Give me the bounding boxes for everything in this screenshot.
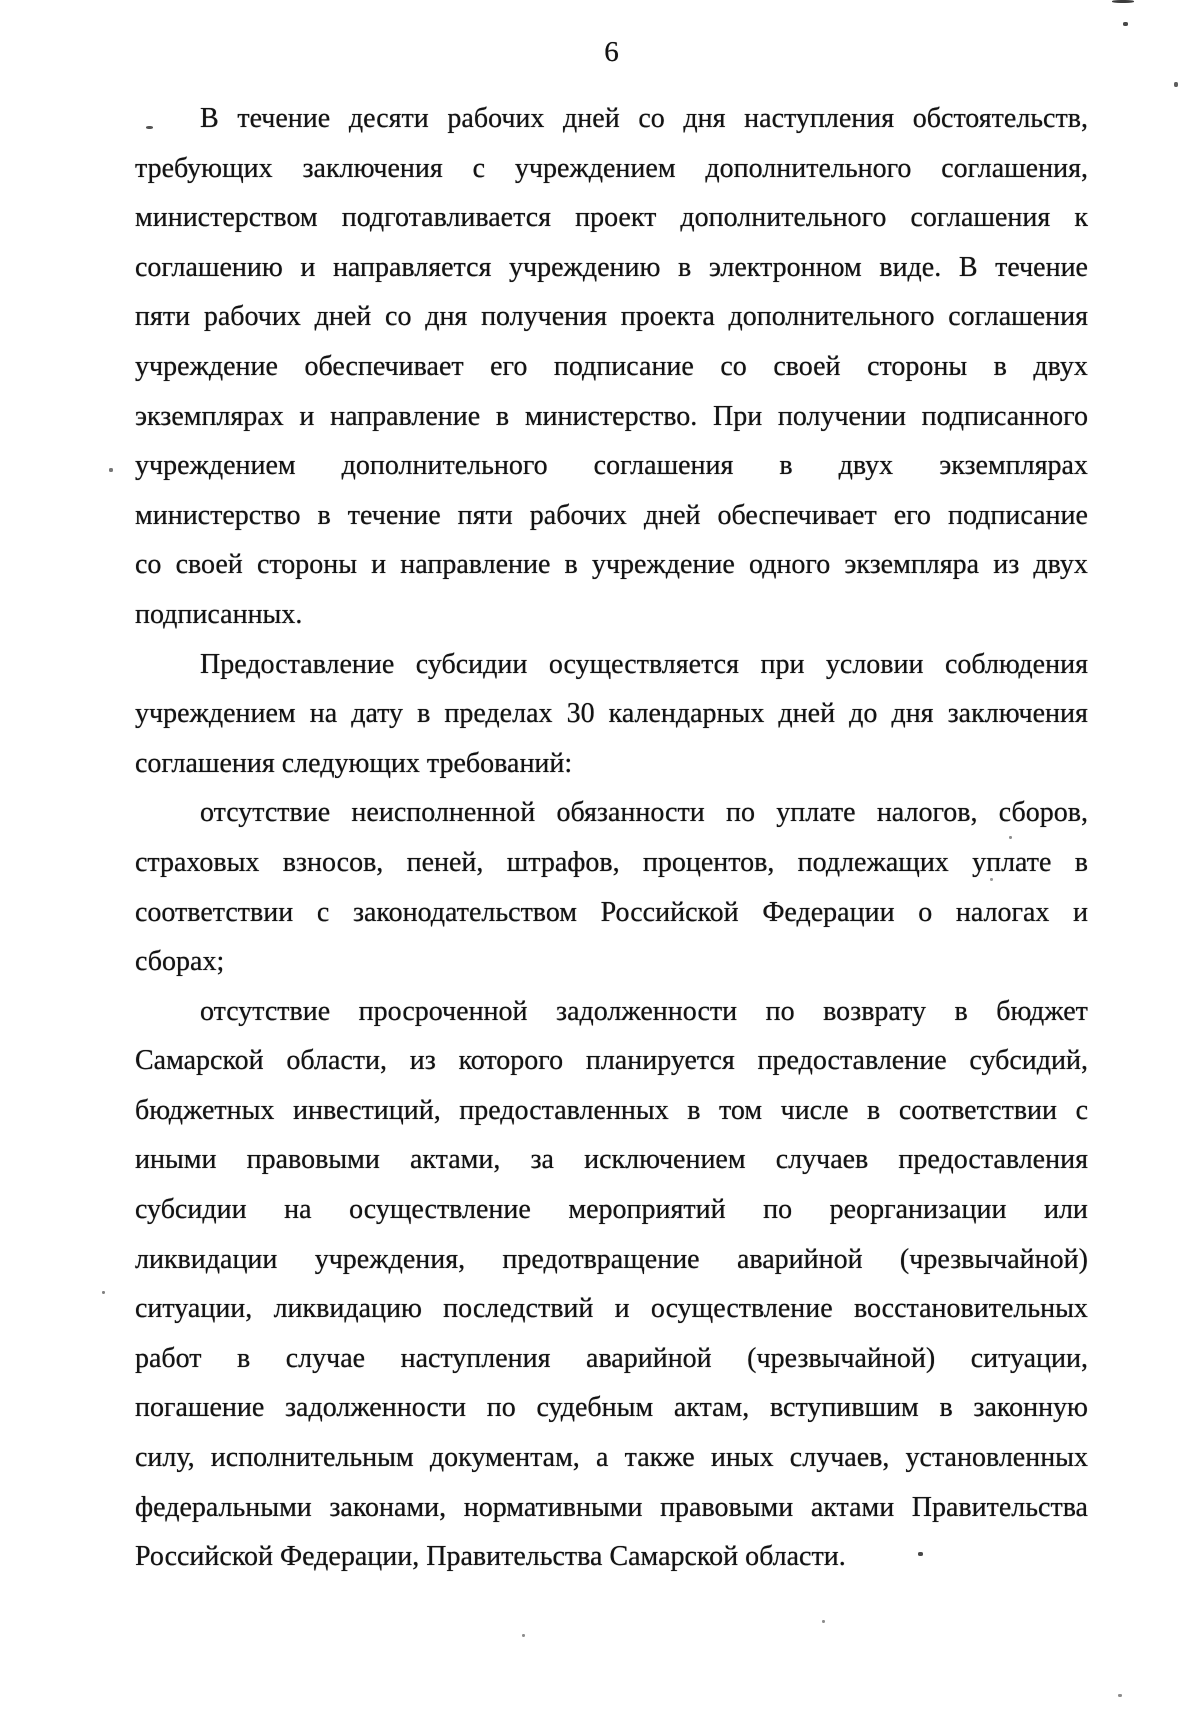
text-word: дней (643, 499, 701, 531)
text-line (135, 1036, 1088, 1086)
text-word: пяти (135, 301, 191, 333)
text-line (135, 1383, 1088, 1433)
text-word: со (135, 549, 162, 581)
text-word: своей (773, 350, 841, 382)
text-word: документам, (429, 1442, 580, 1474)
text-line (135, 739, 1088, 789)
text-word: календарных (608, 698, 765, 730)
scan-speck (918, 1552, 923, 1556)
text-word: виде. (879, 251, 942, 283)
text-word: в (495, 400, 510, 432)
text-word: обеспечивает (717, 499, 877, 531)
text-word: из (993, 549, 1020, 581)
text-word: аварийной (586, 1342, 712, 1374)
text-word: течение (995, 251, 1088, 283)
text-line (135, 888, 1088, 938)
text-word: министерством (135, 202, 318, 234)
text-word: планируется (585, 1045, 735, 1077)
text-line (135, 1483, 1088, 1533)
scan-speck (1009, 836, 1012, 839)
text-word: министерство (135, 499, 301, 531)
scan-speck (990, 878, 993, 881)
text-word: отсутствие (200, 797, 331, 829)
text-word: с (316, 896, 330, 928)
text-word: наступления (744, 103, 895, 134)
text-word: подписание (947, 499, 1088, 531)
text-word: о (918, 896, 933, 928)
text-word: соглашения (910, 202, 1051, 234)
text-word: дополнительного (341, 450, 548, 482)
text-word: по (763, 1194, 793, 1226)
text-word: аварийной (736, 1243, 863, 1275)
text-word: стороны (867, 350, 968, 382)
text-word: со (385, 301, 412, 333)
text-word: направление (330, 400, 481, 432)
text-line (135, 441, 1088, 491)
text-line (135, 1235, 1088, 1285)
text-word: предотвращение (502, 1243, 700, 1275)
text-word: актами (810, 1491, 895, 1523)
text-word: субсидии (415, 648, 528, 680)
scan-speck (822, 1620, 825, 1623)
text-word: и (299, 400, 315, 432)
text-word: стороны (256, 549, 358, 581)
text-word: Федерации, (280, 1541, 420, 1573)
text-word: актам, (673, 1392, 750, 1424)
text-word: правовыми (660, 1491, 794, 1523)
scan-speck (1118, 1694, 1122, 1697)
text-line (135, 987, 1088, 1037)
text-word: двух (1033, 549, 1088, 581)
text-word: и (300, 251, 316, 283)
text-word: инвестиций, (292, 1094, 441, 1126)
text-word: процентов, (642, 846, 775, 878)
text-word: в (564, 549, 578, 581)
text-word: экземпляра (844, 549, 980, 581)
text-line (135, 788, 1088, 838)
text-word: последствий (443, 1293, 594, 1325)
text-word: направляется (332, 251, 492, 283)
text-word: осуществление (650, 1293, 833, 1325)
text-word: отсутствие (200, 995, 331, 1027)
text-word: учреждению (509, 251, 661, 283)
text-word: с (472, 152, 486, 184)
text-line (135, 540, 1088, 590)
text-word: случаев (775, 1144, 869, 1176)
text-word: исключением (584, 1144, 746, 1176)
text-word: на (284, 1194, 312, 1226)
text-word: том (719, 1094, 763, 1126)
text-word: с (1075, 1094, 1088, 1126)
text-word: Правительства (426, 1541, 603, 1573)
text-line (135, 689, 1088, 739)
text-word: дня (425, 301, 468, 333)
text-word: нормативными (463, 1491, 643, 1523)
text-word: в (1074, 846, 1088, 878)
text-word: в (417, 698, 431, 730)
text-word: учреждение (135, 350, 278, 382)
text-word: возврату (823, 995, 927, 1027)
text-line (135, 1532, 1088, 1582)
text-word: законодательством (352, 896, 578, 928)
text-word: при (760, 648, 805, 680)
text-word: работ (135, 1342, 202, 1374)
text-word: экземплярах (135, 400, 284, 432)
text-word: и (371, 549, 387, 581)
text-word: по (765, 995, 795, 1027)
text-word: Правительства (911, 1491, 1088, 1523)
scan-speck (1112, 0, 1134, 3)
text-word: законную (973, 1392, 1088, 1424)
text-word: следующих (281, 747, 420, 779)
text-word: реорганизации (829, 1194, 1007, 1226)
text-word: области, (286, 1045, 388, 1077)
text-word: одного (749, 549, 831, 581)
text-word: случаев, (789, 1442, 890, 1474)
text-word: дополнительного (728, 301, 935, 333)
text-line (135, 144, 1088, 194)
scan-speck (522, 1634, 525, 1637)
text-word: федеральными (135, 1491, 312, 1523)
text-line (135, 94, 1088, 144)
text-word: также (624, 1442, 695, 1474)
text-word: со (720, 350, 747, 382)
text-word: задолженности (556, 995, 738, 1027)
text-word: в (954, 995, 968, 1027)
text-word: в (867, 1094, 881, 1126)
text-word: области. (745, 1541, 846, 1573)
text-word: ликвидацию (273, 1293, 422, 1325)
text-word: соблюдения (944, 648, 1088, 680)
text-word: и (614, 1293, 630, 1325)
text-word: учреждение (591, 549, 735, 581)
text-word: случае (285, 1342, 366, 1374)
text-word: Российской (135, 1541, 273, 1573)
text-word: экземплярах (939, 450, 1088, 482)
text-word: рабочих (529, 499, 627, 531)
text-word: учреждением (514, 152, 676, 184)
text-line (135, 392, 1088, 442)
text-word: вступившим (769, 1392, 919, 1424)
text-word: подписание (553, 350, 694, 382)
text-word: к (1074, 202, 1088, 234)
text-word: в (993, 350, 1007, 382)
text-word: условии (825, 648, 924, 680)
text-word: соглашению (135, 251, 283, 283)
text-word: проект (575, 202, 657, 234)
text-word: иными (135, 1144, 217, 1176)
text-line (135, 1185, 1088, 1235)
text-line (135, 342, 1088, 392)
text-word: со (638, 103, 665, 134)
text-word: судебным (536, 1392, 654, 1424)
text-word: электронном (708, 251, 862, 283)
text-word: соглашения (948, 301, 1088, 333)
text-word: бюджет (996, 995, 1088, 1027)
text-word: восстановительных (853, 1293, 1088, 1325)
text-word: ситуации, (135, 1293, 253, 1325)
text-word: направление (400, 549, 551, 581)
text-word: получения (481, 301, 608, 333)
text-word: пеней, (406, 846, 484, 878)
text-word: сборах; (135, 946, 225, 978)
text-line (135, 1086, 1088, 1136)
text-word: (чрезвычайной) (899, 1243, 1088, 1275)
text-word: задолженности (284, 1392, 467, 1424)
body-text (135, 94, 1088, 1582)
text-line (135, 243, 1088, 293)
text-word: и (1073, 896, 1088, 928)
text-word: дня (683, 103, 726, 134)
text-word: мероприятий (568, 1194, 726, 1226)
text-word: неисполненной (351, 797, 536, 829)
text-line (135, 640, 1088, 690)
text-line (135, 838, 1088, 888)
text-word: подготавливается (341, 202, 551, 234)
text-word: соглашения, (941, 152, 1088, 184)
text-word: законами, (329, 1491, 447, 1523)
text-word: штрафов, (506, 846, 620, 878)
text-word: учреждением (135, 698, 296, 730)
text-word: обязанности (556, 797, 705, 829)
text-word: взносов, (282, 846, 384, 878)
text-word: (чрезвычайной) (747, 1342, 936, 1374)
text-line (135, 1284, 1088, 1334)
text-word: бюджетных (135, 1094, 275, 1126)
text-word: в (678, 251, 692, 283)
scan-speck (1123, 22, 1128, 26)
text-line (135, 1135, 1088, 1185)
text-word: его (490, 350, 528, 382)
text-word: в (779, 450, 793, 482)
text-word: Самарской (609, 1541, 739, 1573)
text-line (135, 937, 1088, 987)
text-word: в (237, 1342, 251, 1374)
text-word: дату (351, 698, 404, 730)
text-word: соответствии (135, 896, 294, 928)
text-word: рабочих (203, 301, 301, 333)
text-word: исполнительным (210, 1442, 414, 1474)
text-word: по (486, 1392, 516, 1424)
text-word: требований: (426, 747, 573, 779)
text-word: в (317, 499, 331, 531)
text-word: министерство. (524, 400, 698, 432)
text-word: которого (458, 1045, 564, 1077)
text-word: десяти (348, 103, 429, 134)
text-word: При (712, 400, 763, 432)
text-word: соглашения (593, 450, 734, 482)
text-word: учреждением (135, 450, 296, 482)
text-word: в (939, 1392, 953, 1424)
text-word: обстоятельств, (912, 103, 1088, 134)
text-word: налогах (955, 896, 1050, 928)
text-word: Предоставление (200, 648, 395, 680)
text-word: предоставление (757, 1045, 947, 1077)
text-word: его (893, 499, 931, 531)
scan-speck (1174, 82, 1178, 87)
text-word: наступления (400, 1342, 551, 1374)
text-word: предоставления (898, 1144, 1088, 1176)
scan-speck (146, 126, 153, 129)
text-word: соглашения (135, 747, 275, 779)
text-word: пределах (444, 698, 553, 730)
text-word: из (409, 1045, 436, 1077)
scan-speck (109, 468, 113, 472)
text-word: просроченной (358, 995, 528, 1027)
text-word: дополнительного (680, 202, 887, 234)
text-word: актами, (409, 1144, 501, 1176)
text-word: течение (237, 103, 331, 134)
text-word: осуществление (349, 1194, 531, 1226)
text-word: двух (838, 450, 894, 482)
text-word: требующих (135, 152, 273, 184)
text-word: ситуации, (970, 1342, 1088, 1374)
text-word: а (596, 1442, 609, 1474)
text-word: погашение (135, 1392, 265, 1424)
text-word: дня (891, 698, 934, 730)
text-word: Российской (600, 896, 739, 928)
text-line (135, 193, 1088, 243)
text-word: Федерации (762, 896, 895, 928)
text-word: пяти (457, 499, 513, 531)
text-word: по (725, 797, 755, 829)
text-word: подлежащих (797, 846, 949, 878)
text-word: на (309, 698, 338, 730)
text-word: или (1043, 1194, 1088, 1226)
text-word: страховых (135, 846, 260, 878)
text-word: течение (347, 499, 441, 531)
text-word: субсидии (135, 1194, 247, 1226)
text-word: дней (314, 301, 372, 333)
text-word: заключения (947, 698, 1088, 730)
text-word: соответствии (898, 1094, 1058, 1126)
text-word: заключения (302, 152, 443, 184)
text-line (135, 292, 1088, 342)
text-word: учреждения, (314, 1243, 466, 1275)
text-word: в (687, 1094, 701, 1126)
text-word: правовыми (246, 1144, 380, 1176)
text-line (135, 1334, 1088, 1384)
text-word: уплате (972, 846, 1052, 878)
text-word: обеспечивает (304, 350, 464, 382)
text-word: дней (563, 103, 620, 134)
text-word: 30 (566, 698, 595, 730)
text-word: В (200, 103, 219, 134)
text-word: субсидий, (969, 1045, 1088, 1077)
text-word: до (849, 698, 878, 730)
text-word: иных (710, 1442, 774, 1474)
page-number: 6 (604, 36, 619, 68)
text-line (135, 590, 1088, 640)
scan-speck (102, 1291, 105, 1294)
text-word: Самарской (135, 1045, 264, 1077)
text-word: подписанного (921, 400, 1088, 432)
text-word: налогов, (876, 797, 978, 829)
text-word: дополнительного (705, 152, 912, 184)
text-line (135, 491, 1088, 541)
text-word: своей (175, 549, 243, 581)
text-word: за (530, 1144, 554, 1176)
text-word: силу, (135, 1442, 195, 1474)
text-word: сборов, (998, 797, 1088, 829)
text-word: предоставленных (459, 1094, 669, 1126)
text-word: числе (780, 1094, 849, 1126)
text-word: В (958, 251, 978, 283)
text-word: осуществляется (548, 648, 739, 680)
text-word: установленных (905, 1442, 1088, 1474)
text-word: получении (777, 400, 906, 432)
text-word: дней (778, 698, 836, 730)
text-word: двух (1033, 350, 1088, 382)
text-line (135, 1433, 1088, 1483)
text-word: подписанных. (135, 598, 303, 630)
text-word: ликвидации (135, 1243, 278, 1275)
text-word: уплате (776, 797, 856, 829)
text-word: проекта (620, 301, 715, 333)
text-word: рабочих (447, 103, 545, 134)
